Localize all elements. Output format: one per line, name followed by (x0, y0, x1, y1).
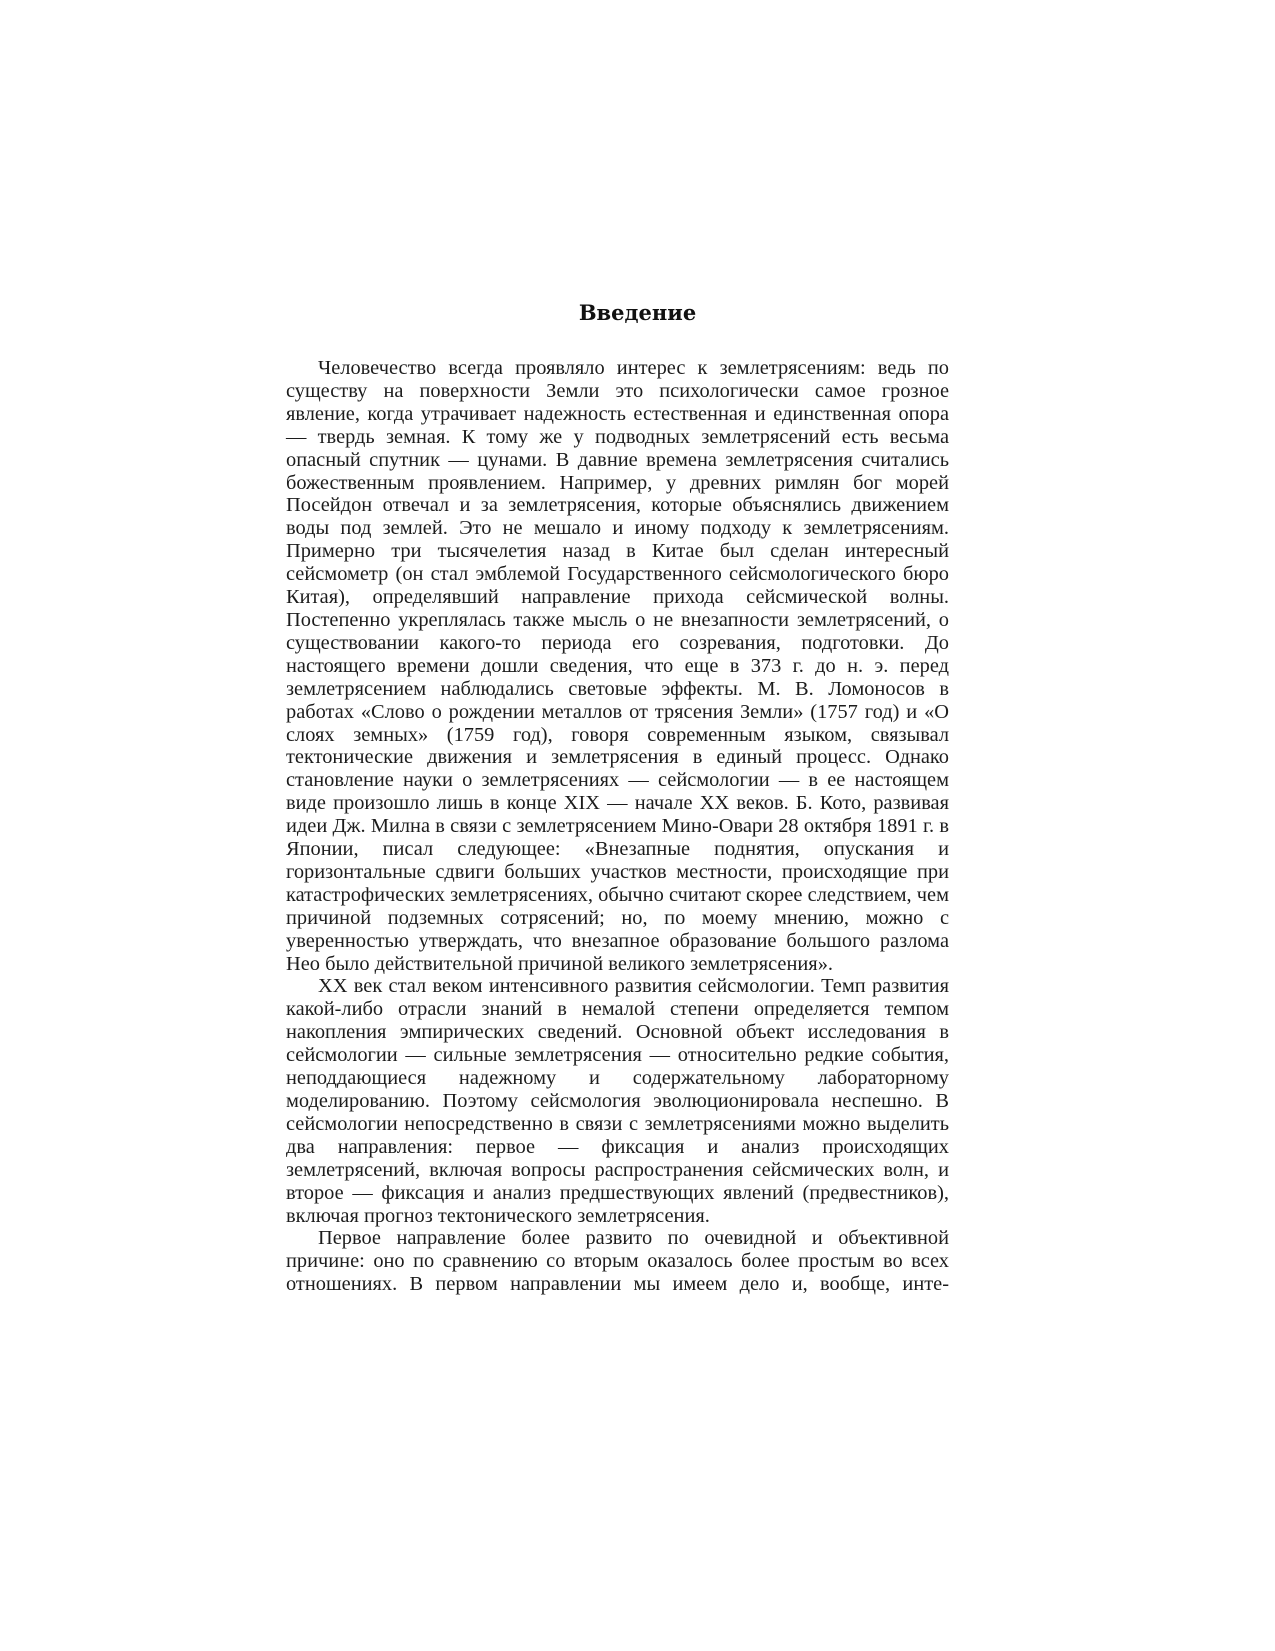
paragraph-3: Первое направление более развито по очевидной и объективной причине: оно по сравнению со вторым оказалось более простым во всех отношениях. В первом направлении мы имеем дело и, вообще, инте- (286, 1227, 949, 1296)
paragraph-1: Человечество всегда проявляло интерес к землетрясениям: ведь по существу на поверхности Земли это психологически самое грозное явление, когда утрачивает надежность естественная и единственная опора — твердь земная. К тому же у подводных землетрясений есть весьма опасный спутник — цунами. В давние времена землетрясения считались божественным проявлением. Например, у древних римлян бог морей Посейдон отвечал и за землетрясения, которые объяснялись движением воды под землей. Это не мешало и иному подходу к землетрясениям. Примерно три тысячелетия назад в Китае был сделан интересный сейсмометр (он стал эмблемой Государственного сейсмологического бюро Китая), определявший направление прихода сейсмической волны. Постепенно укреплялась также мысль о не внезапности землетрясений, о существовании какого-то периода его созревания, подготовки. До настоящего времени дошли сведения, что еще в 373 г. до н. э. перед землетрясением наблюдались световые эффекты. М. В. Ломоносов в работах «Слово о рождении металлов от трясения Земли» (1757 год) и «О слоях земных» (1759 год), говоря современным языком, связывал тектонические движения и землетрясения в единый процесс. Однако становление науки о землетрясениях — сейсмологии — в ее настоящем виде произошло лишь в конце XIX — начале XX веков. Б. Кото, развивая идеи Дж. Милна в связи с землетрясением Мино-Овари 28 октября 1891 г. в Японии, писал следующее: «Внезапные поднятия, опускания и горизонтальные сдвиги больших участков местности, происходящие при катастрофических землетрясениях, обычно считают скорее следствием, чем причиной подземных сотрясений; но, по моему мнению, можно с уверенностью утверждать, что внезапное образование большого разлома Нео было действительной причиной великого землетрясения». (286, 357, 949, 975)
paragraph-2: XX век стал веком интенсивного развития сейсмологии. Темп развития какой-либо отрасли знаний в немалой степени определяется темпом накопления эмпирических сведений. Основной объект исследования в сейсмологии — сильные землетрясения — относительно редкие события, неподдающиеся надежному и содержательному лабораторному моделированию. Поэтому сейсмология эволюционировала неспешно. В сейсмологии непосредственно в связи с землетрясениями можно выделить два направления: первое — фиксация и анализ происходящих землетрясений, включая вопросы распространения сейсмических волн, и второе — фиксация и анализ предшествующих явлений (предвестников), включая прогноз тектонического землетрясения. (286, 975, 949, 1227)
page-title: Введение (578, 300, 697, 326)
body-text (286, 357, 949, 1296)
